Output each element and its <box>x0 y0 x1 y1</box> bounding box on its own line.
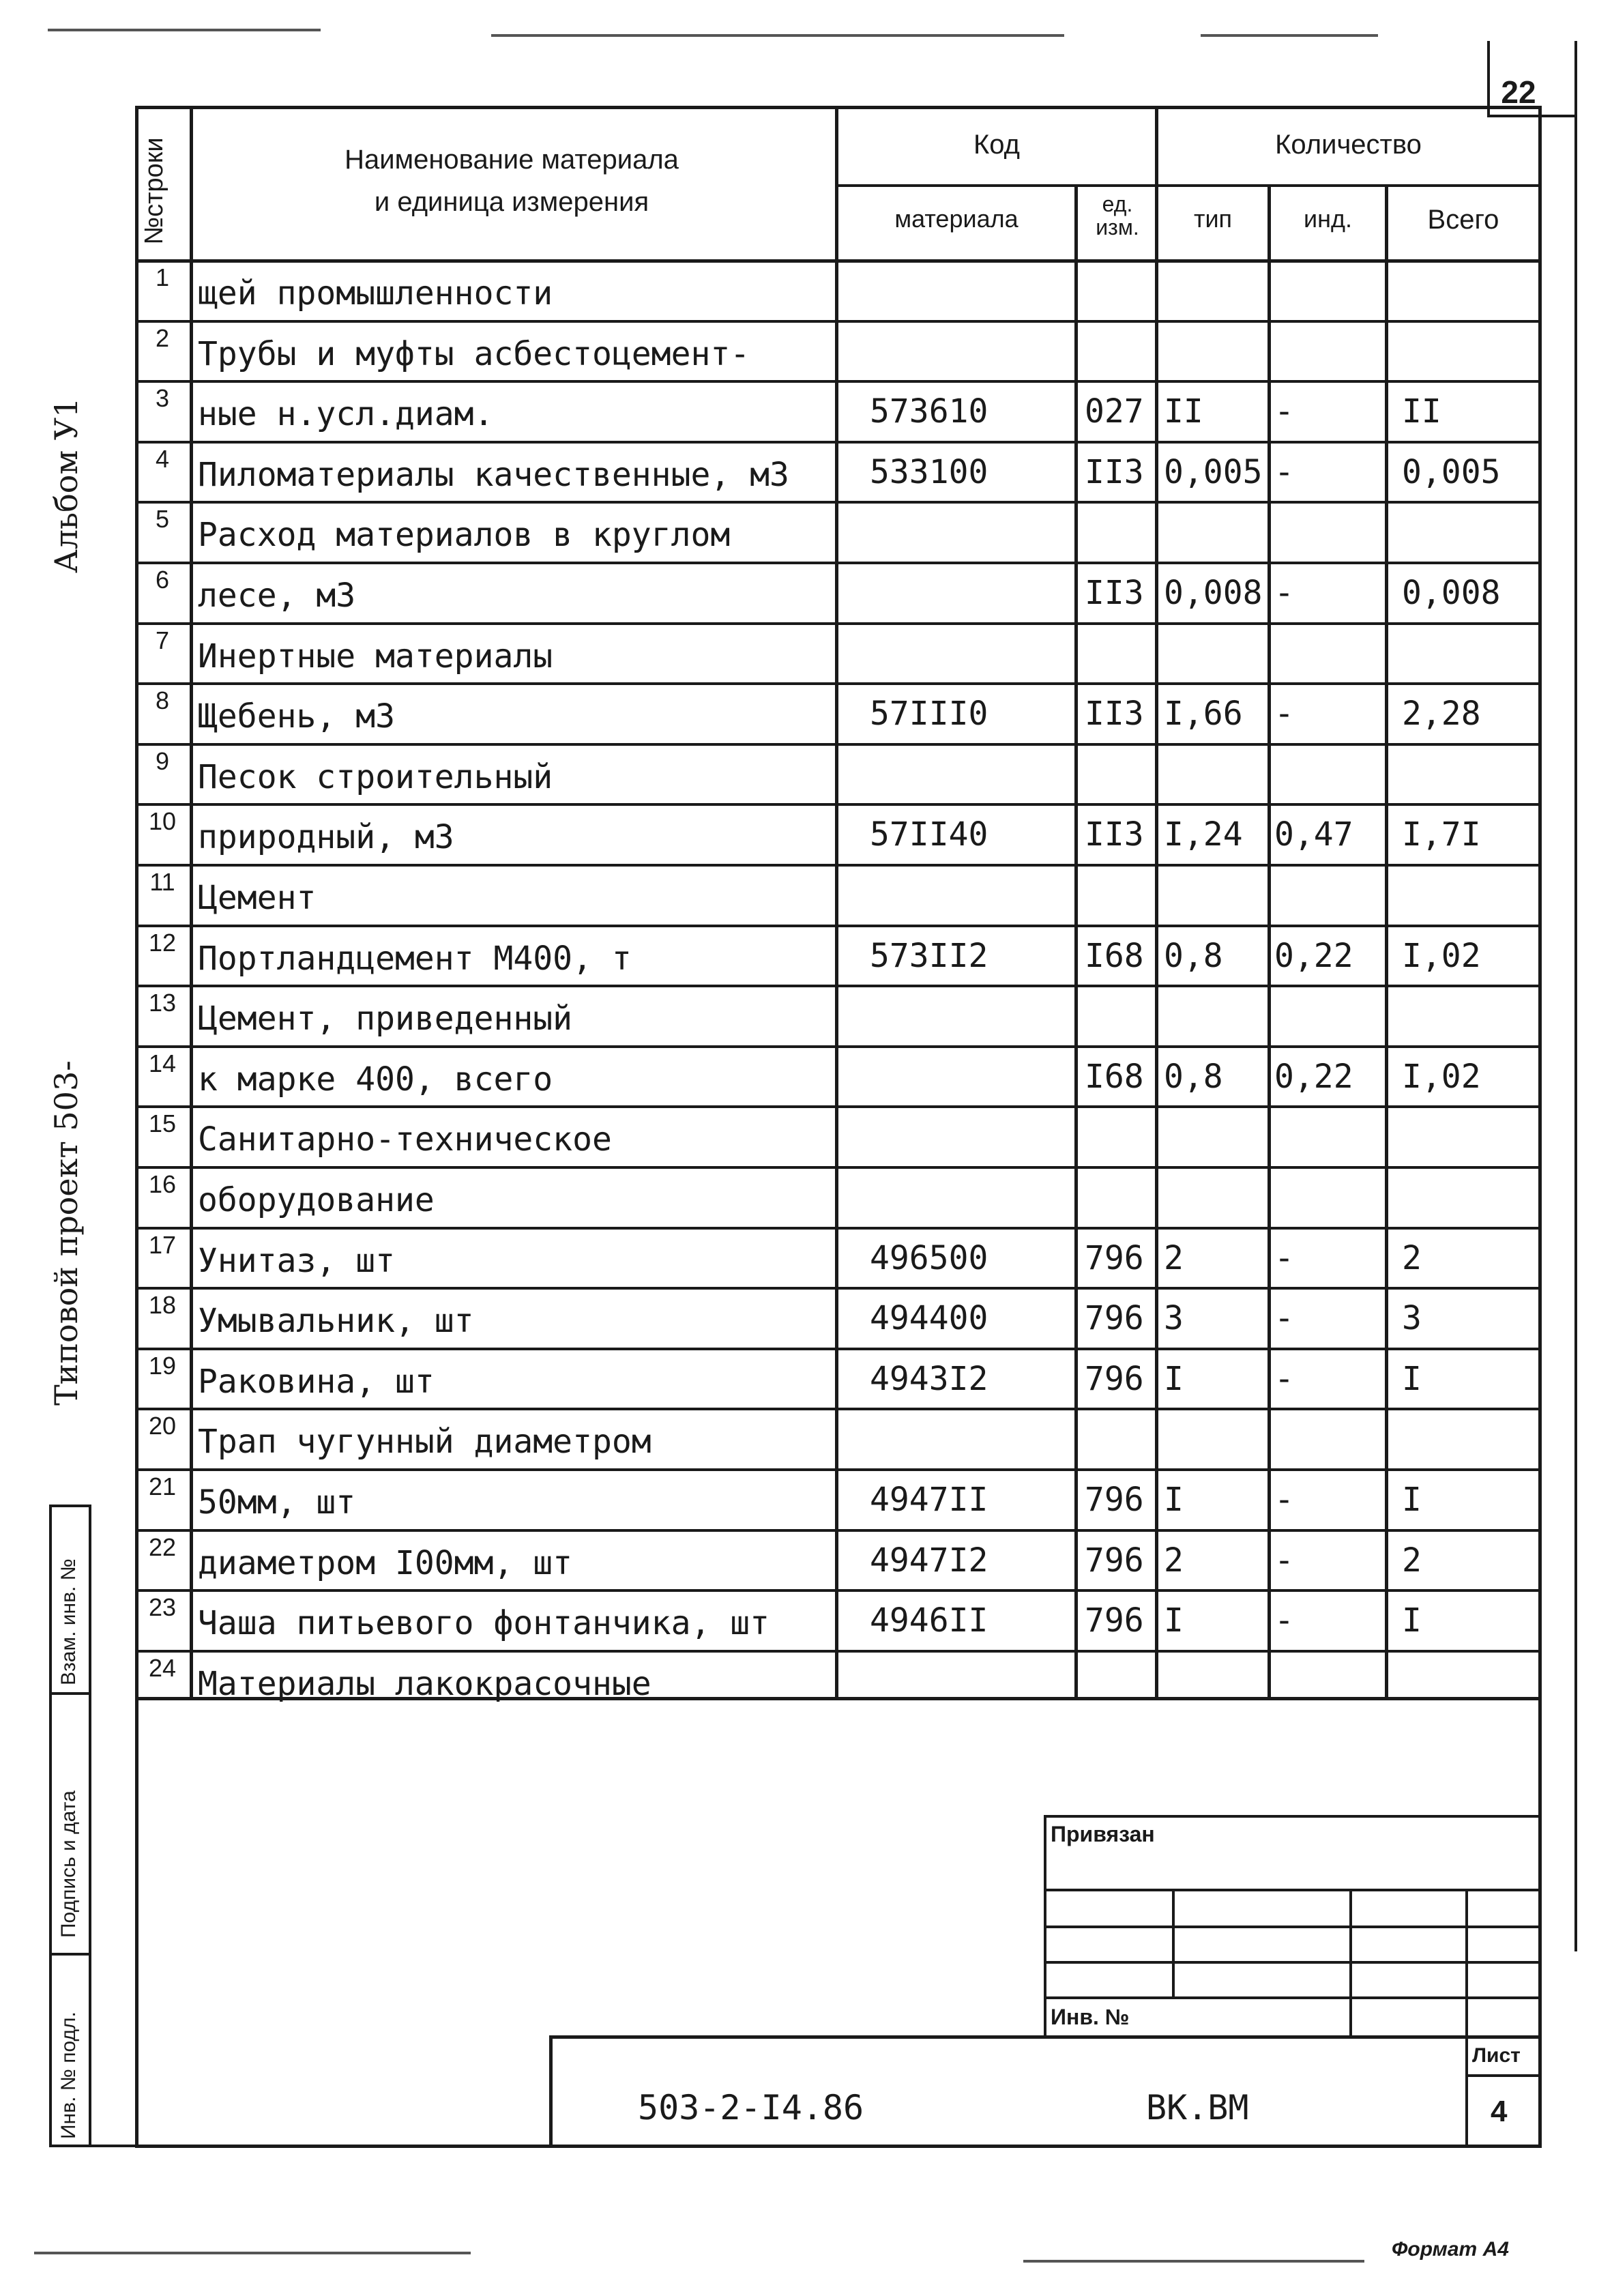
row-number: 21 <box>148 1472 177 1500</box>
row-number: 8 <box>155 686 170 715</box>
unit-code: 796 <box>1085 1359 1144 1398</box>
unit-code: II3 <box>1085 695 1144 733</box>
qty-ind: - <box>1274 1359 1294 1398</box>
material-name: Щебень, м3 <box>198 697 395 736</box>
material-name: Трубы и муфты асбестоцемент- <box>198 334 750 373</box>
material-code: 494400 <box>870 1299 988 1338</box>
qty-ind: - <box>1274 1481 1294 1519</box>
doc-mark: ВК.ВМ <box>1146 2088 1249 2127</box>
row-number: 12 <box>148 928 177 957</box>
qty-ind: - <box>1274 1601 1294 1640</box>
qty-type: 2 <box>1164 1238 1184 1277</box>
qty-type: I,24 <box>1164 815 1243 854</box>
row-number: 18 <box>148 1291 177 1320</box>
unit-code: 796 <box>1085 1541 1144 1580</box>
material-name: Инертные материалы <box>198 637 553 675</box>
material-name: к марке 400, всего <box>198 1060 553 1099</box>
material-name: 50мм, шт <box>198 1483 356 1522</box>
qty-type: I,66 <box>1164 695 1243 733</box>
material-code: 4943I2 <box>870 1359 988 1398</box>
header-code-unit: ед. изм. <box>1096 192 1139 239</box>
qty-type: I <box>1164 1359 1184 1398</box>
header-row-number: №строки <box>140 137 168 245</box>
row-number: 9 <box>155 746 170 775</box>
qty-total: I <box>1402 1601 1422 1640</box>
unit-code: 796 <box>1085 1481 1144 1519</box>
material-name: Пиломатериалы качественные, м3 <box>198 455 789 494</box>
unit-code: 796 <box>1085 1299 1144 1338</box>
qty-ind: - <box>1274 1238 1294 1277</box>
qty-ind: - <box>1274 1541 1294 1580</box>
header-name-line2: и единица измерения <box>374 187 649 217</box>
qty-total: I <box>1402 1481 1422 1519</box>
material-code: 4946II <box>870 1601 988 1640</box>
qty-type: 3 <box>1164 1299 1184 1338</box>
qty-type: II <box>1164 392 1203 431</box>
privyazan-label: Привязан <box>1051 1822 1155 1846</box>
inv-no-label: Инв. № <box>1051 2005 1130 2029</box>
unit-code: II3 <box>1085 815 1144 854</box>
unit-code: I68 <box>1085 936 1144 975</box>
vzam-inv-label: Взам. инв. № <box>57 1558 80 1685</box>
unit-code: II3 <box>1085 452 1144 491</box>
row-number: 7 <box>155 626 170 654</box>
material-name: диаметром I00мм, шт <box>198 1543 573 1582</box>
qty-total: 0,008 <box>1402 574 1501 612</box>
row-number: 1 <box>155 263 170 291</box>
header-qty-total: Всего <box>1427 205 1499 235</box>
album-label: Альбом У1 <box>48 397 85 573</box>
row-number: 15 <box>148 1109 177 1138</box>
row-number: 6 <box>155 566 170 594</box>
material-name: Санитарно-техническое <box>198 1120 612 1159</box>
qty-total: I <box>1402 1359 1422 1398</box>
unit-code: 027 <box>1085 392 1144 431</box>
row-number: 22 <box>148 1532 177 1561</box>
material-name: Расход материалов в круглом <box>198 516 731 555</box>
row-number: 23 <box>148 1593 177 1622</box>
qty-ind: 0,22 <box>1274 936 1353 975</box>
row-number: 2 <box>155 323 170 352</box>
qty-total: II <box>1402 392 1441 431</box>
material-name: Цемент <box>198 879 317 917</box>
material-name: Раковина, шт <box>198 1362 435 1401</box>
list-value: 4 <box>1491 2095 1508 2128</box>
header-code: Код <box>973 130 1020 160</box>
qty-ind: - <box>1274 1299 1294 1338</box>
qty-ind: - <box>1274 452 1294 491</box>
qty-total: 2,28 <box>1402 695 1481 733</box>
qty-total: 3 <box>1402 1299 1422 1338</box>
material-name: щей промышленности <box>198 274 553 313</box>
qty-type: 0,8 <box>1164 1057 1223 1096</box>
row-number: 17 <box>148 1230 177 1259</box>
material-name: Песок строительный <box>198 757 553 796</box>
qty-type: 2 <box>1164 1541 1184 1580</box>
material-code: 573II2 <box>870 936 988 975</box>
header-qty-type: тип <box>1193 205 1233 233</box>
material-name: природный, м3 <box>198 818 454 857</box>
qty-total: 0,005 <box>1402 452 1501 491</box>
material-code: 496500 <box>870 1238 988 1277</box>
row-number: 5 <box>155 505 170 534</box>
unit-code: 796 <box>1085 1601 1144 1640</box>
unit-code: 796 <box>1085 1238 1144 1277</box>
row-number: 10 <box>148 807 177 836</box>
qty-ind: - <box>1274 574 1294 612</box>
qty-total: I,7I <box>1402 815 1481 854</box>
row-number: 14 <box>148 1049 177 1077</box>
doc-code: 503-2-I4.86 <box>638 2088 864 2127</box>
qty-total: 2 <box>1402 1541 1422 1580</box>
qty-type: 0,008 <box>1164 574 1263 612</box>
material-name: Портландцемент М400, т <box>198 939 632 978</box>
podpis-label: Подпись и дата <box>57 1790 80 1938</box>
header-qty-ind: инд. <box>1304 205 1352 233</box>
qty-ind: - <box>1274 695 1294 733</box>
material-name: Умывальник, шт <box>198 1302 474 1341</box>
material-code: 57III0 <box>870 695 988 733</box>
qty-total: I,02 <box>1402 1057 1481 1096</box>
material-name: Цемент, приведенный <box>198 1000 573 1038</box>
material-name: лесе, м3 <box>198 577 356 615</box>
material-name: оборудование <box>198 1181 435 1219</box>
row-number: 24 <box>148 1653 177 1682</box>
qty-type: 0,8 <box>1164 936 1223 975</box>
material-name: Чаша питьевого фонтанчика, шт <box>198 1604 770 1643</box>
material-code: 57II40 <box>870 815 988 854</box>
header-quantity: Количество <box>1275 130 1422 160</box>
qty-total: I,02 <box>1402 936 1481 975</box>
row-number: 13 <box>148 989 177 1017</box>
qty-type: I <box>1164 1481 1184 1519</box>
row-number: 19 <box>148 1351 177 1380</box>
list-label: Лист <box>1472 2044 1521 2067</box>
inv-podl-label: Инв. № подл. <box>57 2011 80 2139</box>
material-name: Материалы лакокрасочные <box>198 1664 651 1703</box>
sheet-number: 22 <box>1501 74 1536 110</box>
material-name: ные н.усл.диам. <box>198 395 494 434</box>
material-code: 573610 <box>870 392 988 431</box>
row-number: 11 <box>149 868 175 896</box>
qty-type: 0,005 <box>1164 452 1263 491</box>
row-number: 4 <box>155 444 170 473</box>
material-name: Унитаз, шт <box>198 1241 395 1280</box>
unit-code: I68 <box>1085 1057 1144 1096</box>
row-number: 20 <box>148 1412 177 1440</box>
header-code-material: материала <box>894 205 1019 233</box>
material-code: 4947II <box>870 1481 988 1519</box>
material-name: Трап чугунный диаметром <box>198 1423 651 1462</box>
format-label: Формат А4 <box>1392 2238 1509 2261</box>
qty-type: I <box>1164 1601 1184 1640</box>
project-label: Типовой проект 503- <box>48 1060 85 1406</box>
qty-ind: 0,22 <box>1274 1057 1353 1096</box>
qty-ind: 0,47 <box>1274 815 1353 854</box>
unit-code: II3 <box>1085 574 1144 612</box>
row-number: 3 <box>155 384 170 413</box>
qty-ind: - <box>1274 392 1294 431</box>
row-number: 16 <box>148 1170 177 1198</box>
material-code: 533100 <box>870 452 988 491</box>
header-name-line1: Наименование материала <box>345 145 679 175</box>
qty-total: 2 <box>1402 1238 1422 1277</box>
material-code: 4947I2 <box>870 1541 988 1580</box>
